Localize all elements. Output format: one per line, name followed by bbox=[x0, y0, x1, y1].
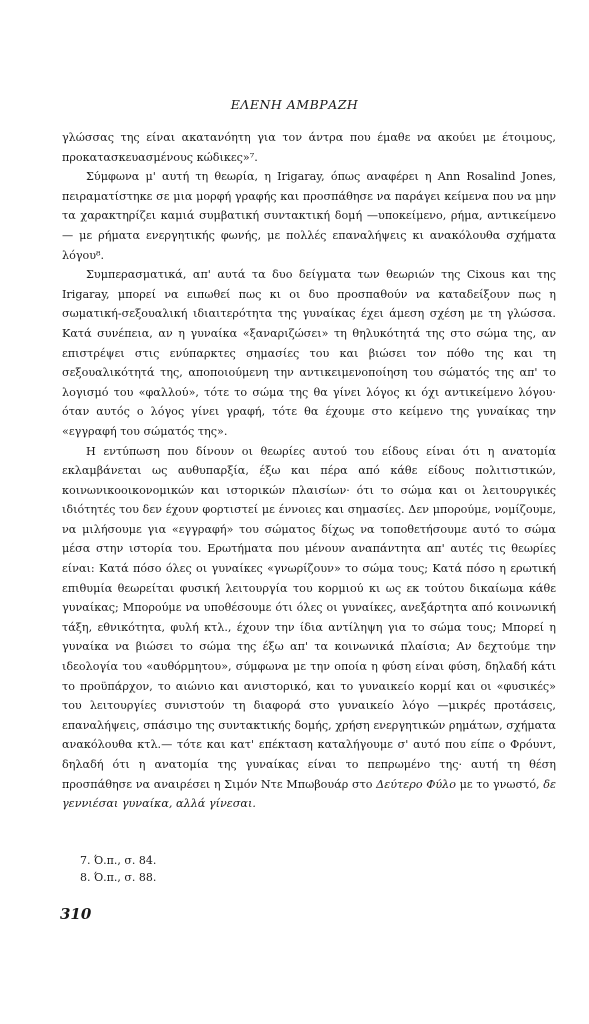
footnotes bbox=[80, 852, 156, 886]
paragraph-4-text: Η εντύπωση που δίνουν οι θεωρίες αυτού του είδους είναι ότι η ανατομία εκλαμβάνεται ως αυθυπαρξία, έξω και πέρα από κάθε είδους πολιτιστικών, κοινωνικοοικονομικών και ιστορικών πλαισίων· ότι το σώμα και οι λειτουργικές ιδιότητές του δεν έχουν φορτιστεί με έννοιες και σημασίες. Δεν μπορούμε, νομίζουμε, να μιλήσουμε για «εγγραφή» του σώματος δίχως να τοποθετήσουμε αυτό το σώμα μέσα στην ιστορία του. Ερωτήματα που μένουν αναπάντητα απ' αυτές τις θεωρίες είναι: Κατά πόσο όλες οι γυναίκες «γνωρίζουν» το σώμα τους; Κατά πόσο η ερωτική επιθυμία θεωρείται φυσική λειτουργία του κορμιού κι ως εκ τούτου δικαίωμα κάθε γυναίκας; Μπορούμε να υποθέσουμε ότι όλες οι γυναίκες, ανεξάρτητα από κοινωνική τάξη, εθνικότητα, φυλή κτλ., έχουν την ίδια αντίληψη για το σώμα τους; Μπορεί η γυναίκα να βιώσει το σώμα της έξω απ' τα κοινωνικά πλαίσια; Αν δεχτούμε την ιδεολογία του «αυθόρμητου», σύμφωνα με την οποία η φύση είναι φύση, δηλαδή κάτι το προϋπάρχον, το αιώνιο και ανιστορικό, και το γυναικείο κορμί και οι «φυσικές» του λειτουργίες συνιστούν τη διαφορά στο γυναικείο λόγο —μικρές προτάσεις, επαναλήψεις, σπάσιμο της συντακτικής δομής, χρήση ενεργητικών ρημάτων, σχήματα ανακόλουθα κτλ.— τότε και κατ' επέκταση καταλήγουμε σ' αυτό που είπε ο Φρόυντ, δηλαδή ότι η ανατομία της γυναίκας είναι το πεπρωμένο της· αυτή τη θέση προσπάθησε να αναιρέσει η Σιμόν Ντε Μπωβουάρ στο bbox=[62, 444, 556, 791]
footnote-8: 8. Ό.π., σ. 88. bbox=[80, 871, 157, 884]
running-header: ΕΛΕΝΗ ΑΜΒΡΑΖΗ bbox=[230, 97, 359, 112]
paragraph-2: Σύμφωνα μ' αυτή τη θεωρία, η Irigaray, όπως αναφέρει η Ann Rosalind Jones, πειραματίστηκε σε μια μορφή γραφής και προσπάθησε να παράγει κείμενα που να μην τα χαρακτηρίζει καμιά συμβατική συντακτική δομή —υποκείμενο, ρήμα, αντικείμενο— με ρήματα ενεργητικής φωνής, με πολλές επαναλήψεις κι ανακόλουθα σχήματα λόγου⁸. bbox=[62, 170, 556, 262]
paragraph-1: γλώσσας της είναι ακατανόητη για τον άντρα που έμαθε να ακούει με έτοιμους, προκατασκευασμένους κώδικες»⁷. bbox=[62, 131, 556, 164]
book-title: Δεύτερο Φύλο bbox=[376, 777, 456, 791]
page-number: 310 bbox=[60, 905, 92, 923]
paragraph-4-middle: με το γνωστό, bbox=[456, 777, 544, 791]
footnote-7: 7. Ό.π., σ. 84. bbox=[80, 854, 157, 867]
paragraph-3: Συμπερασματικά, απ' αυτά τα δυο δείγματα των θεωριών της Cixous και της Irigaray, μπορεί να ειπωθεί πως κι οι δυο προσπαθούν να καταδείξουν πως η σωματική-σεξουαλική ιδιαιτερότητα της γυναίκας έχει άμεση σχέση με τη γλώσσα. Κατά συνέπεια, αν η γυναίκα «ξαναριζώσει» τη θηλυκότητά της στο σώμα της, αν επιστρέψει στις ενύπαρκτες σημασίες του και βιώσει τον πόθο της και τη σεξουαλικότητά της, αποποιούμενη την αντικειμενοποίηση του σώματός της απ' το λογισμό του «φαλλού», τότε το σώμα της θα γίνει λόγος κι όχι αντικείμενο λόγου· όταν αυτός ο λόγος γίνει γραφή, τότε θα έχουμε στο κείμενο της γυναίκας την «εγγραφή του σώματός της». bbox=[62, 268, 556, 438]
paragraph-4 bbox=[62, 442, 556, 814]
body-text bbox=[62, 128, 556, 814]
famous-quote: δε γεννιέσαι γυναίκα, αλλά γίνεσαι. bbox=[62, 777, 556, 811]
